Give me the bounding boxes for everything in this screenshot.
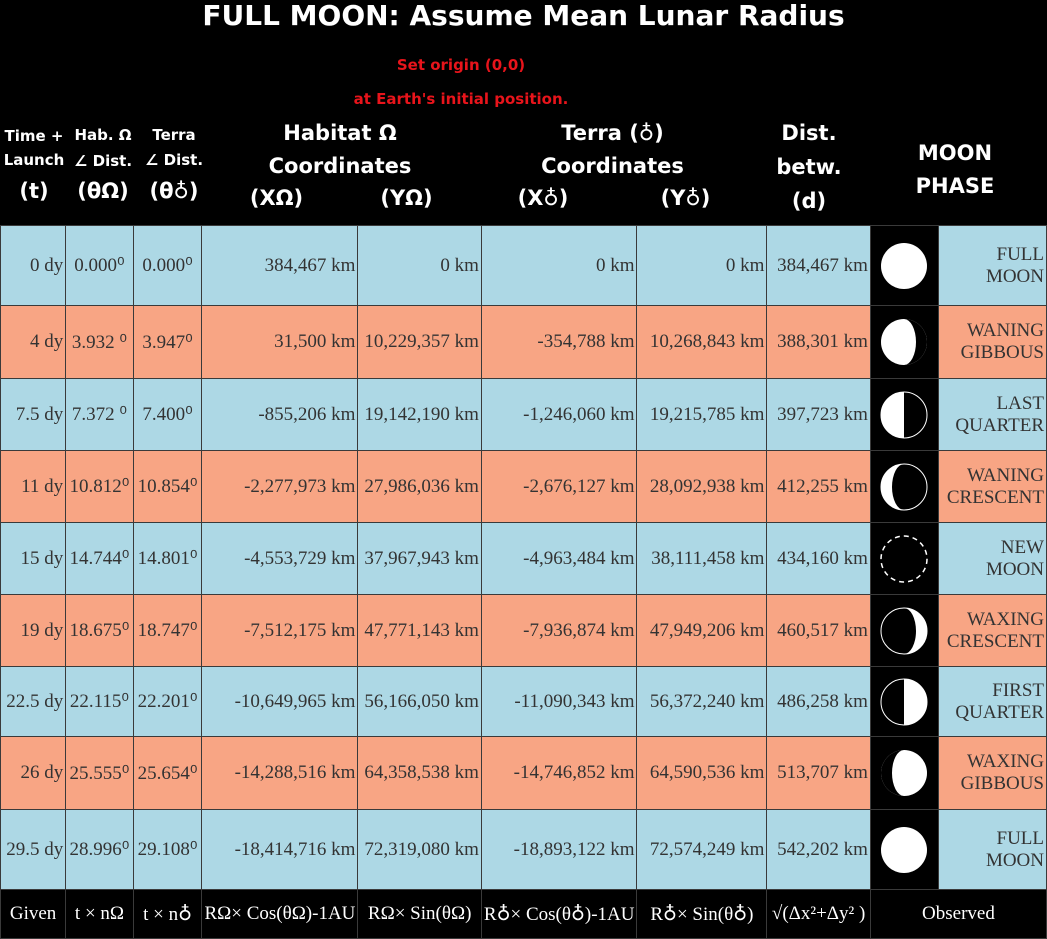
cell-phase-name: WAXING CRESCENT — [938, 595, 1046, 667]
cell-hab-x: -4,553,729 km — [202, 523, 358, 595]
last-quarter-icon — [878, 389, 930, 441]
cell-terra-y: 72,574,249 km — [637, 810, 767, 890]
cell-time: 19 dy — [1, 595, 66, 667]
cell-hab-y: 27,986,036 km — [358, 451, 482, 523]
cell-phase-icon — [870, 379, 938, 451]
cell-phase-icon — [870, 737, 938, 810]
cell-time: 7.5 dy — [1, 379, 66, 451]
cell-phase-icon — [870, 667, 938, 737]
cell-terra-x: -4,963,484 km — [481, 523, 637, 595]
cell-hab-x: 31,500 km — [202, 306, 358, 379]
cell-hab-x: -855,206 km — [202, 379, 358, 451]
subtitle-line-1: Set origin (0,0) — [396, 56, 526, 74]
cell-terra-angle: 3.947⁰ — [133, 306, 202, 379]
footer-terra-angle: t × n♁ — [133, 890, 202, 939]
cell-phase-icon — [870, 523, 938, 595]
full-moon-icon — [878, 824, 930, 876]
cell-phase-name: FULL MOON — [938, 226, 1046, 306]
cell-time: 22.5 dy — [1, 667, 66, 737]
cell-hab-x: -14,288,516 km — [202, 737, 358, 810]
cell-distance: 412,255 km — [767, 451, 871, 523]
header-moon-phase: MOON PHASE — [915, 141, 995, 198]
table-row — [1, 810, 1047, 890]
cell-terra-y: 38,111,458 km — [637, 523, 767, 595]
cell-hab-x: 384,467 km — [202, 226, 358, 306]
cell-hab-angle: 14.744⁰ — [66, 523, 134, 595]
cell-time: 4 dy — [1, 306, 66, 379]
cell-hab-x: -10,649,965 km — [202, 667, 358, 737]
table-row — [1, 667, 1047, 737]
cell-distance: 384,467 km — [767, 226, 871, 306]
cell-hab-y: 56,166,050 km — [358, 667, 482, 737]
footer-distance: √(Δx²+Δy² ) — [767, 890, 871, 939]
header-terra-angle: Terra ∠ Dist. (θ♁) — [144, 126, 204, 203]
table-row — [1, 523, 1047, 595]
cell-terra-y: 28,092,938 km — [637, 451, 767, 523]
footer-terra-y: R♁× Sin(θ♁) — [637, 890, 767, 939]
cell-distance: 542,202 km — [767, 810, 871, 890]
cell-terra-angle: 7.400⁰ — [133, 379, 202, 451]
first-quarter-icon — [878, 676, 930, 728]
cell-terra-y: 0 km — [637, 226, 767, 306]
header-terra-coordinates: Terra (♁) Coordinates — [541, 121, 684, 178]
cell-hab-x: -2,277,973 km — [202, 451, 358, 523]
cell-hab-angle: 25.555⁰ — [66, 737, 134, 810]
table-row — [1, 226, 1047, 306]
cell-terra-angle: 10.854⁰ — [133, 451, 202, 523]
cell-terra-angle: 29.108⁰ — [133, 810, 202, 890]
cell-terra-angle: 0.000⁰ — [133, 226, 202, 306]
waxing-gibbous-icon — [878, 747, 930, 799]
cell-time: 26 dy — [1, 737, 66, 810]
cell-distance: 434,160 km — [767, 523, 871, 595]
cell-time: 15 dy — [1, 523, 66, 595]
waning-gibbous-icon — [878, 316, 930, 368]
cell-hab-angle: 10.812⁰ — [66, 451, 134, 523]
cell-hab-x: -18,414,716 km — [202, 810, 358, 890]
table-row — [1, 451, 1047, 523]
cell-hab-angle: 0.000⁰ — [66, 226, 134, 306]
waxing-crescent-icon — [878, 605, 930, 657]
cell-terra-x: -2,676,127 km — [481, 451, 637, 523]
cell-terra-y: 19,215,785 km — [637, 379, 767, 451]
cell-hab-angle: 18.675⁰ — [66, 595, 134, 667]
cell-distance: 397,723 km — [767, 379, 871, 451]
cell-terra-y: 56,372,240 km — [637, 667, 767, 737]
table-row — [1, 737, 1047, 810]
cell-hab-y: 72,319,080 km — [358, 810, 482, 890]
cell-distance: 388,301 km — [767, 306, 871, 379]
cell-time: 0 dy — [1, 226, 66, 306]
cell-phase-name: LAST QUARTER — [938, 379, 1046, 451]
cell-distance: 513,707 km — [767, 737, 871, 810]
cell-terra-x: -11,090,343 km — [481, 667, 637, 737]
header-time: Time + Launch (t) — [3, 127, 65, 203]
cell-terra-x: -1,246,060 km — [481, 379, 637, 451]
cell-hab-y: 37,967,943 km — [358, 523, 482, 595]
cell-hab-y: 64,358,538 km — [358, 737, 482, 810]
waning-crescent-icon — [878, 461, 930, 513]
cell-terra-y: 64,590,536 km — [637, 737, 767, 810]
cell-terra-x: -14,746,852 km — [481, 737, 637, 810]
footer-hab-y: RΩ× Sin(θΩ) — [358, 890, 482, 939]
cell-terra-y: 47,949,206 km — [637, 595, 767, 667]
footer-hab-x: RΩ× Cos(θΩ)-1AU — [202, 890, 358, 939]
header-hab-x: (XΩ) — [249, 186, 304, 210]
cell-phase-name: WAXING GIBBOUS — [938, 737, 1046, 810]
table-row — [1, 595, 1047, 667]
cell-terra-x: -7,936,874 km — [481, 595, 637, 667]
cell-phase-name: FULL MOON — [938, 810, 1046, 890]
cell-phase-name: WANING CRESCENT — [938, 451, 1046, 523]
footer-hab-angle: t × nΩ — [66, 890, 134, 939]
cell-distance: 486,258 km — [767, 667, 871, 737]
cell-phase-icon — [870, 226, 938, 306]
cell-phase-name: WANING GIBBOUS — [938, 306, 1046, 379]
cell-terra-x: -354,788 km — [481, 306, 637, 379]
moon-data-table — [0, 225, 1047, 939]
table-row — [1, 306, 1047, 379]
footer-given: Given — [1, 890, 66, 939]
page-title: FULL MOON: Assume Mean Lunar Radius — [202, 0, 845, 32]
header-hab-angle: Hab. Ω ∠ Dist. (θΩ) — [73, 126, 133, 203]
cell-phase-icon — [870, 595, 938, 667]
full-moon-icon — [878, 240, 930, 292]
cell-phase-icon — [870, 451, 938, 523]
header-terra-x: (X♁) — [517, 186, 569, 210]
cell-terra-angle: 18.747⁰ — [133, 595, 202, 667]
header-distance: Dist. betw. (d) — [776, 121, 842, 213]
cell-hab-y: 0 km — [358, 226, 482, 306]
cell-phase-icon — [870, 810, 938, 890]
cell-distance: 460,517 km — [767, 595, 871, 667]
footer-terra-x: R♁× Cos(θ♁)-1AU — [481, 890, 637, 939]
formula-row — [1, 890, 1047, 939]
cell-terra-angle: 25.654⁰ — [133, 737, 202, 810]
cell-hab-angle: 22.115⁰ — [66, 667, 134, 737]
cell-phase-name: FIRST QUARTER — [938, 667, 1046, 737]
cell-phase-name: NEW MOON — [938, 523, 1046, 595]
cell-hab-angle: 7.372 ⁰ — [66, 379, 134, 451]
header-habitat-coordinates: Habitat Ω Coordinates — [268, 121, 412, 178]
cell-hab-y: 10,229,357 km — [358, 306, 482, 379]
cell-terra-angle: 22.201⁰ — [133, 667, 202, 737]
cell-hab-y: 47,771,143 km — [358, 595, 482, 667]
cell-time: 29.5 dy — [1, 810, 66, 890]
header-hab-y: (YΩ) — [380, 186, 433, 210]
cell-hab-angle: 28.996⁰ — [66, 810, 134, 890]
cell-terra-x: -18,893,122 km — [481, 810, 637, 890]
footer-phase: Observed — [870, 890, 1046, 939]
subtitle-line-2: at Earth's initial position. — [353, 90, 569, 108]
cell-terra-x: 0 km — [481, 226, 637, 306]
table-row — [1, 379, 1047, 451]
cell-hab-y: 19,142,190 km — [358, 379, 482, 451]
cell-terra-angle: 14.801⁰ — [133, 523, 202, 595]
cell-time: 11 dy — [1, 451, 66, 523]
cell-terra-y: 10,268,843 km — [637, 306, 767, 379]
cell-hab-x: -7,512,175 km — [202, 595, 358, 667]
header-terra-y: (Y♁) — [660, 186, 711, 210]
cell-hab-angle: 3.932 ⁰ — [66, 306, 134, 379]
new-moon-icon — [878, 533, 930, 585]
cell-phase-icon — [870, 306, 938, 379]
